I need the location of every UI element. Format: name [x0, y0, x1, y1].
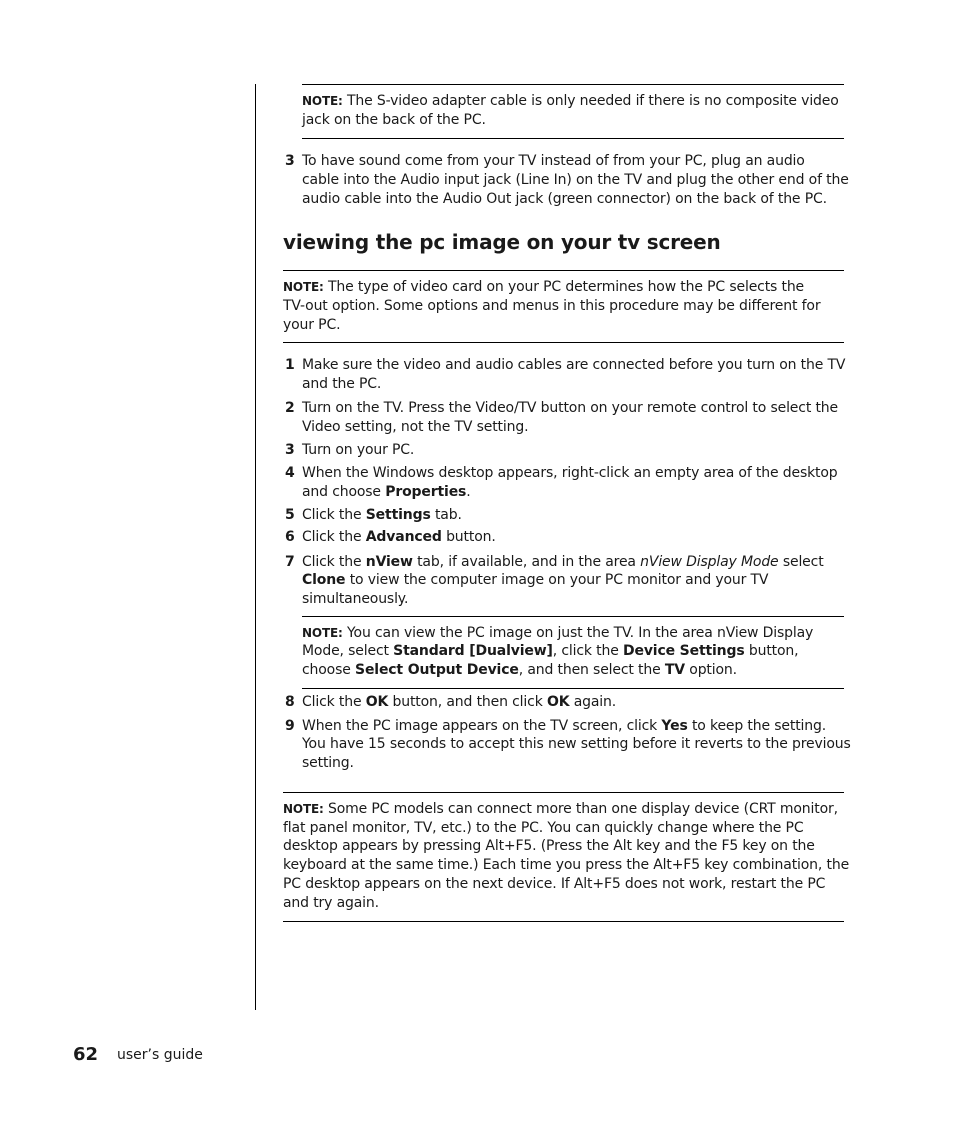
step-number: 1 [285, 357, 295, 373]
page-number: 62 [73, 1044, 99, 1065]
step-text: and choose Properties. [302, 484, 471, 500]
margin-vertical-rule [255, 84, 256, 1010]
note-alt-f5-line-4: keyboard at the same time.) Each time you press the Alt+F5 key combination, the [283, 857, 850, 873]
step-text: audio cable into the Audio Out jack (green connector) on the back of the PC. [302, 191, 827, 207]
step-number: 5 [285, 507, 295, 523]
note-nview-line-2: Mode, select Standard [Dualview], click the Device Settings button, [302, 643, 799, 659]
note-top-rule [283, 792, 844, 793]
note-nview-line-3: choose Select Output Device, and then select the TV option. [302, 662, 737, 678]
section-heading: viewing the pc image on your tv screen [283, 230, 721, 254]
step-text: Click the nView tab, if available, and in the area nView Display Mode select [302, 554, 824, 570]
note-alt-f5-line-3: desktop appears by pressing Alt+F5. (Press the Alt key and the F5 key on the [283, 838, 815, 854]
step-number: 7 [285, 554, 295, 570]
note-video-card-line-2: TV-out option. Some options and menus in this procedure may be different for [283, 298, 821, 314]
note-top-rule [302, 616, 844, 617]
note-nview-line-1: NOTE: You can view the PC image on just the TV. In the area nView Display [302, 625, 814, 641]
note-sample-adapter-line-1: NOTE: The S-video adapter cable is only needed if there is no composite video [302, 93, 839, 109]
step-number: 9 [285, 718, 295, 734]
step-text: Click the OK button, and then click OK again. [302, 694, 617, 710]
note-sample-adapter-line-2: jack on the back of the PC. [302, 112, 486, 128]
note-video-card-line-1: NOTE: The type of video card on your PC determines how the PC selects the [283, 279, 805, 295]
step-text: To have sound come from your TV instead of from your PC, plug an audio [302, 153, 805, 169]
step-text: Turn on the TV. Press the Video/TV button on your remote control to select the [302, 400, 838, 416]
step-text: Click the Settings tab. [302, 507, 462, 523]
note-alt-f5-line-6: and try again. [283, 895, 379, 911]
note-bottom-rule [283, 342, 844, 343]
step-text: Click the Advanced button. [302, 529, 496, 545]
note-alt-f5-line-5: PC desktop appears on the next device. If Alt+F5 does not work, restart the PC [283, 876, 826, 892]
step-text: Video setting, not the TV setting. [302, 419, 529, 435]
note-video-card-line-3: your PC. [283, 317, 341, 333]
step-number: 6 [285, 529, 295, 545]
note-bottom-rule [302, 138, 844, 139]
step-text: simultaneously. [302, 591, 409, 607]
step-number: 4 [285, 465, 295, 481]
step-text: cable into the Audio input jack (Line In) on the TV and plug the other end of the [302, 172, 849, 188]
note-bottom-rule [283, 921, 844, 922]
step-text: and the PC. [302, 376, 382, 392]
step-text: You have 15 seconds to accept this new setting before it reverts to the previous [302, 736, 851, 752]
step-number: 8 [285, 694, 295, 710]
step-text: Turn on your PC. [302, 442, 415, 458]
note-top-rule [302, 84, 844, 85]
step-text: Clone to view the computer image on your PC monitor and your TV [302, 572, 769, 588]
step-text: Make sure the video and audio cables are connected before you turn on the TV [302, 357, 846, 373]
step-text: When the Windows desktop appears, right-click an empty area of the desktop [302, 465, 838, 481]
note-alt-f5-line-2: flat panel monitor, TV, etc.) to the PC. You can quickly change where the PC [283, 820, 804, 836]
step-number: 2 [285, 400, 295, 416]
step-text: setting. [302, 755, 354, 771]
step-text: When the PC image appears on the TV screen, click Yes to keep the setting. [302, 718, 827, 734]
note-alt-f5-line-1: NOTE: Some PC models can connect more than one display device (CRT monitor, [283, 801, 838, 817]
step-number: 3 [285, 442, 295, 458]
note-top-rule [283, 270, 844, 271]
step-number: 3 [285, 153, 295, 169]
note-bottom-rule [302, 688, 844, 689]
running-footer: user’s guide [117, 1047, 203, 1063]
